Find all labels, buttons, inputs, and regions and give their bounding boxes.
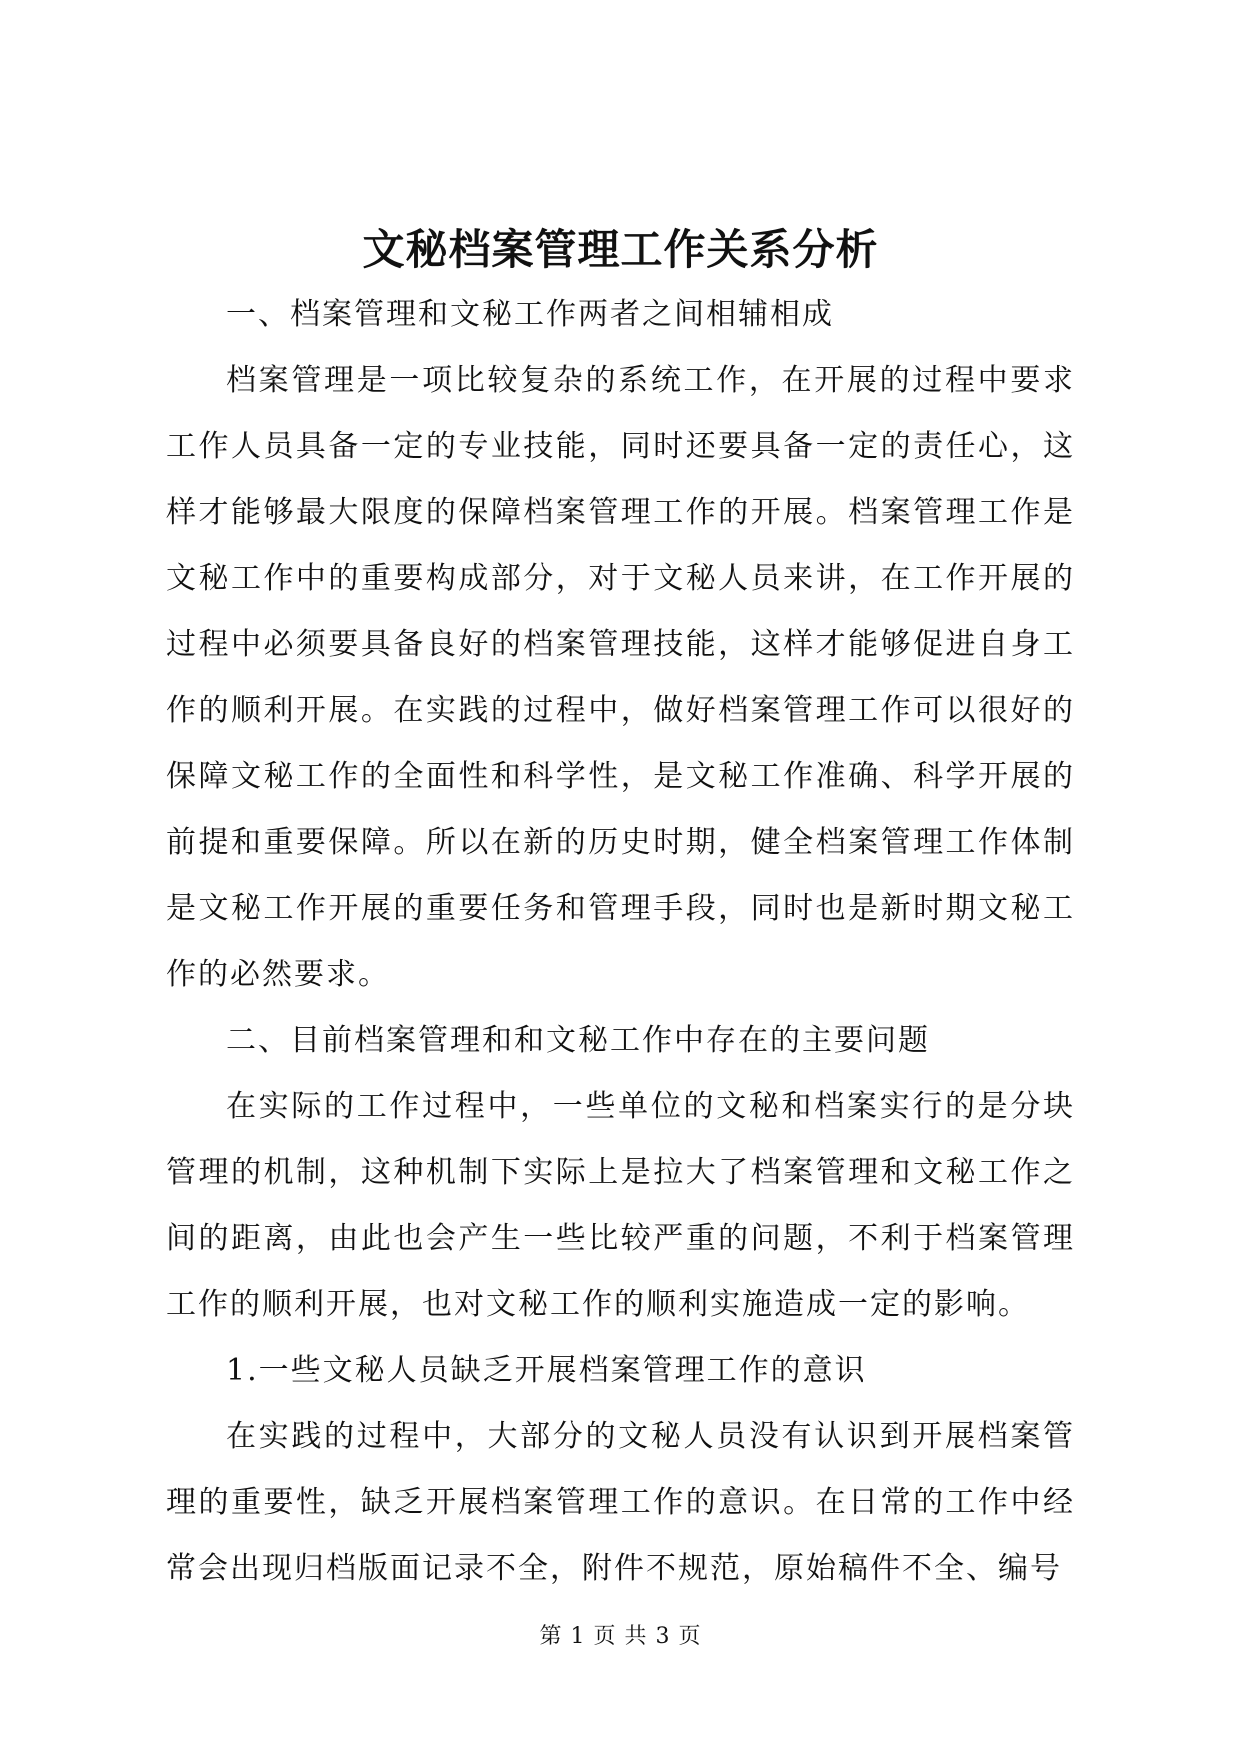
body-paragraph-three: 在实践的过程中，大部分的文秘人员没有认识到开展档案管理的重要性，缺乏开展档案管理工作的意识。在日常的工作中经常会出现归档版面记录不全，附件不规范，原始稿件不全、编号 [166, 1419, 1075, 1586]
subheading-one: 1.一些文秘人员缺乏开展档案管理工作的意识 [226, 1353, 867, 1388]
body-paragraph-one: 档案管理是一项比较复杂的系统工作，在开展的过程中要求工作人员具备一定的专业技能，同时还要具备一定的责任心，这样才能够最大限度的保障档案管理工作的开展。档案管理工作是文秘工作中的重要构成部分，对于文秘人员来讲，在工作开展的过程中必须要具备良好的档案管理技能，这样才能够促进自身工作的顺利开展。在实践的过程中，做好档案管理工作可以很好的保障文秘工作的全面性和科学性，是文秘工作准确、科学开展的前提和重要保障。所以在新的历史时期，健全档案管理工作体制是文秘工作开展的重要任务和管理手段，同时也是新时期文秘工作的必然要求。 [166, 363, 1075, 992]
section-heading-one: 一、档案管理和文秘工作两者之间相辅相成 [226, 297, 834, 332]
document-title: 文秘档案管理工作关系分析 [362, 225, 879, 274]
document-body [166, 220, 1075, 1602]
body-paragraph-two: 在实际的工作过程中，一些单位的文秘和档案实行的是分块管理的机制，这种机制下实际上是拉大了档案管理和文秘工作之间的距离，由此也会产生一些比较严重的问题，不利于档案管理工作的顺利开展，也对文秘工作的顺利实施造成一定的影响。 [166, 1089, 1075, 1322]
page-footer [0, 1622, 1241, 1652]
page-indicator: 第 1 页 共 3 页 [539, 1624, 702, 1649]
section-heading-two: 二、目前档案管理和和文秘工作中存在的主要问题 [226, 1023, 930, 1058]
